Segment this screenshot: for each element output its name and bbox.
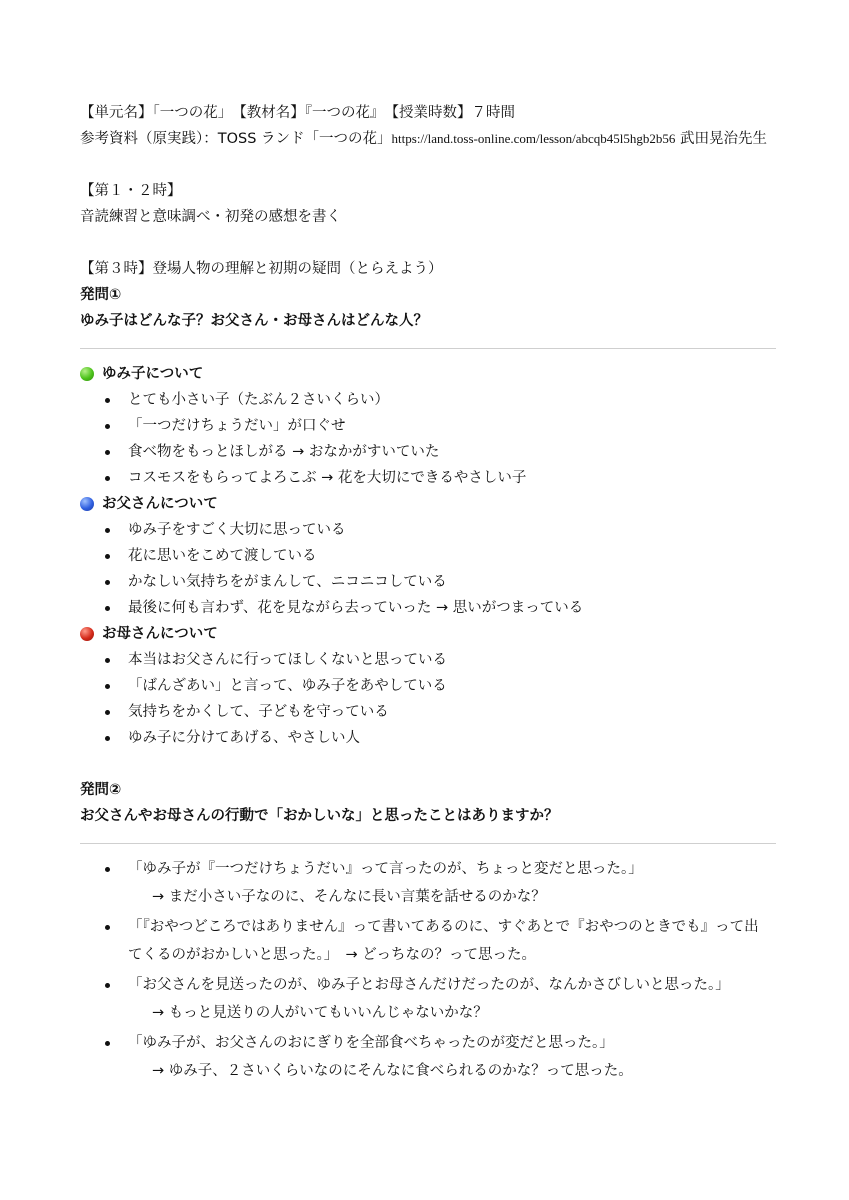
reference-line xyxy=(80,126,780,152)
answer-text: 「ゆみ子が『一つだけちょうだい』って言ったのが、ちょっと変だと思った。」 xyxy=(128,861,643,877)
unit-info-line: 【単元名】「一つの花」 【教材名】『一つの花』 【授業時数】７時間 xyxy=(80,105,515,121)
question2-text: お父さんやお母さんの行動で「おかしいな」と思ったことはありますか？ xyxy=(80,808,559,824)
question2-label: 発問② xyxy=(80,782,122,798)
list-item: 食べ物をもっとほしがる → おなかがすいていた xyxy=(80,439,780,465)
yumiko-section-heading xyxy=(80,361,780,387)
answer-text: 「お父さんを見送ったのが、ゆみ子とお母さんだけだったのが、なんかさびしいと思った。」 xyxy=(128,977,730,993)
list-item: 本当はお父さんに行ってほしくないと思っている xyxy=(80,647,780,673)
list-item: とても小さい子（たぶん２さいくらい） xyxy=(80,387,780,413)
list-item: ゆみ子に分けてあげる、やさしい人 xyxy=(80,725,780,751)
father-list xyxy=(80,517,780,621)
list-item: かなしい気持ちをがまんして、ニコニコしている xyxy=(80,569,780,595)
lesson12-body: 音読練習と意味調べ・初発の感想を書く xyxy=(80,209,341,225)
lesson3-title: 【第３時】登場人物の理解と初期の疑問（とらえよう） xyxy=(80,261,443,277)
answers-list xyxy=(80,1030,780,1056)
answer-item xyxy=(80,914,780,940)
answer-followup: → まだ小さい子なのに、そんなに長い言葉を話せるのかな？ xyxy=(152,889,546,905)
father-section-heading xyxy=(80,491,780,517)
reference-author: 武田晃治先生 xyxy=(675,131,767,147)
answer-item xyxy=(80,972,780,998)
list-item: ゆみ子をすごく大切に思っている xyxy=(80,517,780,543)
answers-list xyxy=(80,972,780,998)
question1-label: 発問① xyxy=(80,287,122,303)
mother-section-heading xyxy=(80,621,780,647)
question1-text: ゆみ子はどんな子？お父さん・お母さんはどんな人？ xyxy=(80,313,428,329)
list-item: 「一つだけちょうだい」が口ぐせ xyxy=(80,413,780,439)
blue-circle-icon xyxy=(80,497,94,511)
answer-item xyxy=(80,856,780,882)
answer-item xyxy=(80,1030,780,1056)
list-item: 花に思いをこめて渡している xyxy=(80,543,780,569)
list-item: コスモスをもらってよろこぶ → 花を大切にできるやさしい子 xyxy=(80,465,780,491)
divider xyxy=(80,843,776,844)
yumiko-list xyxy=(80,387,780,491)
answer-followup: → ゆみ子、２さいくらいなのにそんなに食べられるのかな？って思った。 xyxy=(152,1063,633,1079)
lesson12-title: 【第１・２時】 xyxy=(80,183,182,199)
divider xyxy=(80,348,776,349)
list-item: 気持ちをかくして、子どもを守っている xyxy=(80,699,780,725)
section-heading-label: ゆみ子について xyxy=(102,366,204,382)
reference-url: https://land.toss-online.com/lesson/abcqb45l5hgb2b56 xyxy=(391,131,676,146)
mother-list xyxy=(80,647,780,751)
list-item: 最後に何も言わず、花を見ながら去っていった → 思いがつまっている xyxy=(80,595,780,621)
section-heading-label: お父さんについて xyxy=(102,496,218,512)
list-item: 「ばんざあい」と言って、ゆみ子をあやしている xyxy=(80,673,780,699)
document-page xyxy=(80,100,780,1084)
answers-list xyxy=(80,914,780,940)
answer-followup: → もっと見送りの人がいてもいいんじゃないかな？ xyxy=(152,1005,488,1021)
section-heading-label: お母さんについて xyxy=(102,626,218,642)
red-circle-icon xyxy=(80,627,94,641)
answer-text-continued: てくるのがおかしいと思った。」 → どっちなの？って思った。 xyxy=(128,947,536,963)
answers-list xyxy=(80,856,780,882)
answer-text: 「『おやつどころではありません』って書いてあるのに、すぐあとで『おやつのときでも』って出 xyxy=(128,919,759,935)
green-circle-icon xyxy=(80,367,94,381)
reference-prefix: 参考資料（原実践）：TOSS ランド「一つの花」 xyxy=(80,131,392,147)
answer-text: 「ゆみ子が、お父さんのおにぎりを全部食べちゃったのが変だと思った。」 xyxy=(128,1035,614,1051)
